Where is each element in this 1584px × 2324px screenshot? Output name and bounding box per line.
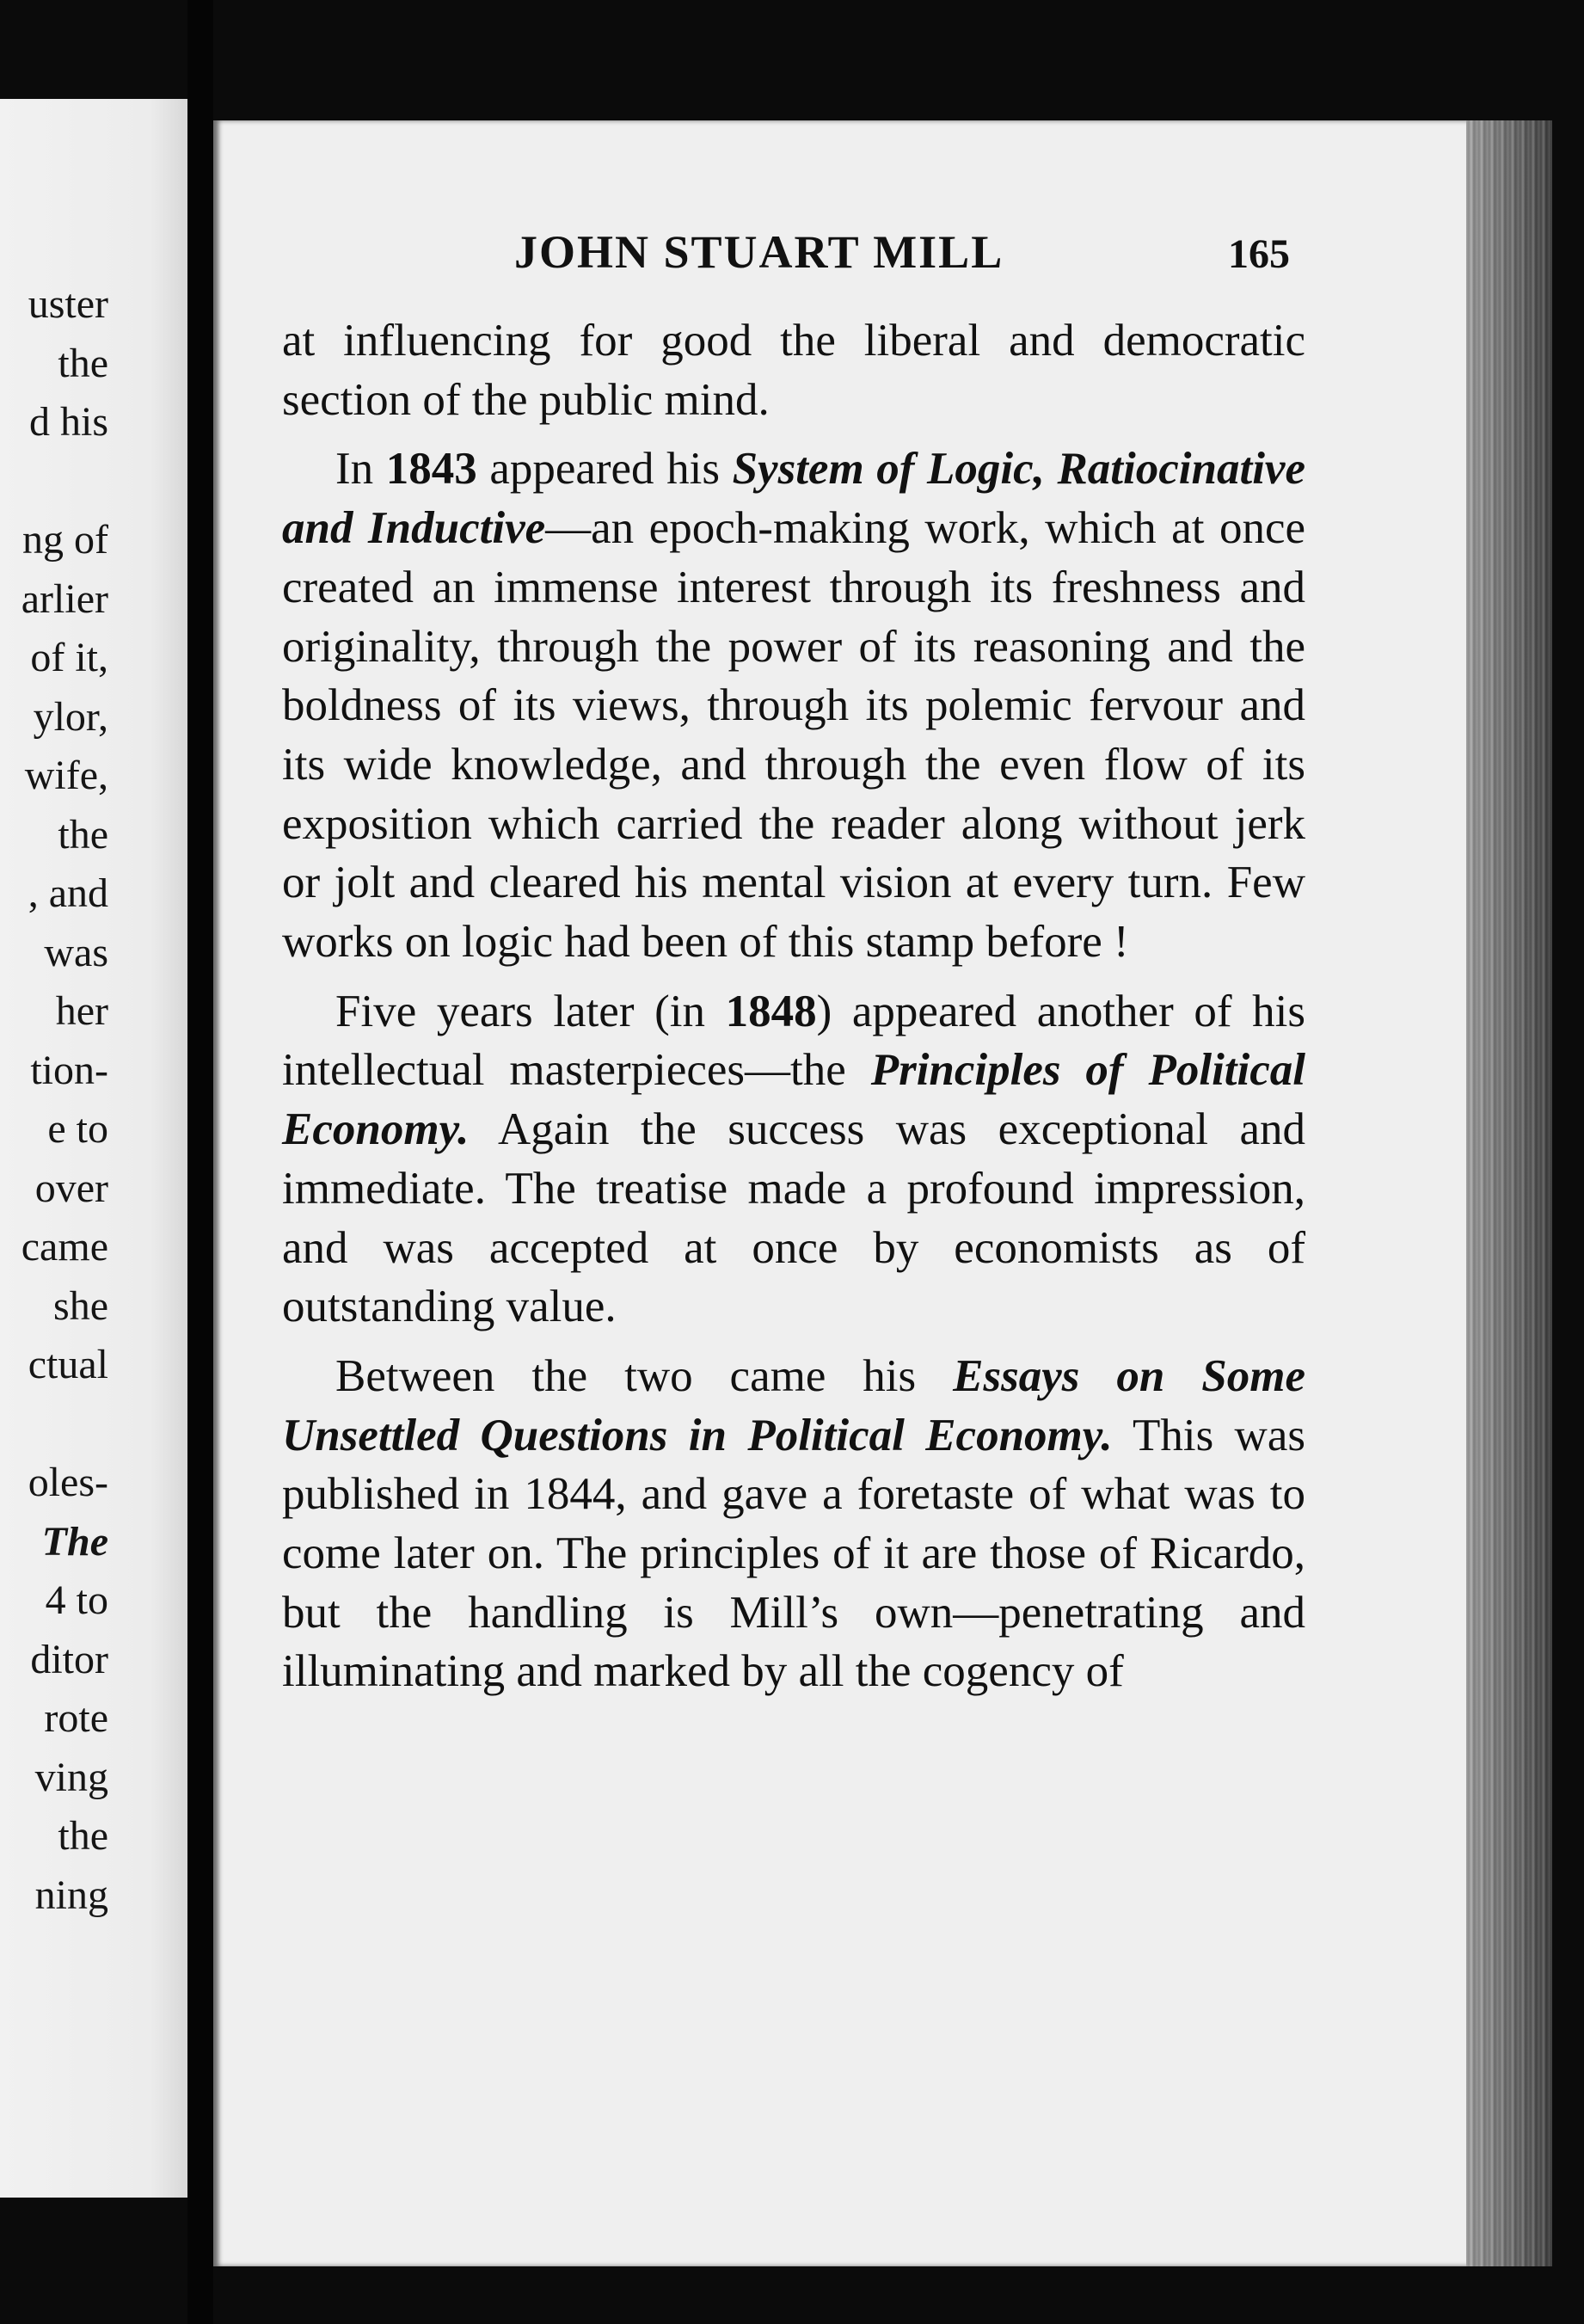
paragraph-text: appeared his [476, 444, 733, 495]
book-title: Essays on Some Unsettled Questions in Political Economy. [282, 1350, 1305, 1460]
paragraph-essays [282, 1347, 1305, 1701]
left-fragment: ditor [30, 1636, 108, 1682]
left-fragment: uster [28, 281, 108, 327]
page-body [282, 311, 1305, 1701]
left-fragment: The [41, 1518, 108, 1565]
running-head [0, 225, 1584, 286]
left-fragment: the [58, 811, 108, 858]
paragraph-text: at influencing for good the liberal and democratic section of the public mind. [282, 316, 1305, 425]
left-fragment: she [53, 1282, 108, 1329]
left-fragment: ng of [22, 517, 108, 563]
left-fragment: over [34, 1165, 108, 1211]
paragraph-text: —an epoch-making work, which at once created an immense interest through its freshness and originality, through the power of its reasoning and the boldness of its views, through its polemic fervour and its wide knowledge, and through the even flow of its exposition which carried the reader along without jerk or jolt and cleared his mental vision at every turn. Few works on logic had been of this stamp before ! [282, 503, 1305, 968]
left-fragment: her [55, 988, 108, 1034]
left-fragment: of it, [30, 635, 108, 680]
page-block-edges [1466, 120, 1552, 2266]
paragraph-logic [282, 440, 1305, 971]
page-number: 165 [1228, 231, 1290, 277]
left-fragment: ving [34, 1754, 108, 1800]
left-fragment: , and [28, 870, 108, 916]
book-title: Principles of Political Economy. [282, 1045, 1306, 1155]
left-fragment: the [58, 1813, 108, 1859]
paragraph-text: Five years later (in [335, 986, 726, 1036]
left-fragment: ylor, [33, 693, 108, 740]
paragraph-political-economy [282, 982, 1305, 1337]
left-fragment: oles- [28, 1460, 108, 1505]
left-fragment: e to [47, 1106, 108, 1152]
left-fragment-gap [0, 452, 108, 512]
left-fragment: ctual [28, 1342, 108, 1387]
paragraph-text: ) appeared another of his intellectual masterpieces—the [282, 986, 1305, 1096]
paragraph-text: Between the two came his [335, 1350, 954, 1401]
left-fragment: 4 to [45, 1577, 108, 1623]
left-fragment: came [21, 1224, 108, 1270]
left-facing-page [0, 99, 187, 2198]
paragraph-text: This was published in 1844, and gave a foretaste of what was to come later on. The principles of it are those of Ricardo, but the handling is Mill’s own—penetrating and illuminating and marked by all the cogency of [282, 1410, 1305, 1697]
left-fragment: arlier [21, 575, 108, 622]
year: 1848 [725, 986, 817, 1036]
left-fragment: rote [44, 1695, 108, 1741]
year: 1843 [385, 444, 477, 495]
book-gutter [187, 0, 213, 2324]
book-title: System of Logic, Ratiocinative and Inductive [282, 444, 1305, 554]
left-fragment: the [58, 340, 108, 386]
running-head-title: JOHN STUART MILL [514, 226, 1004, 278]
paragraph-text: In [335, 444, 386, 495]
paragraph-text: Again the success was exceptional and immediate. The treatise made a profound impression, and was accepted at once by economists as of outstanding value. [282, 1104, 1305, 1332]
left-page-text-fragments [0, 275, 108, 1925]
left-fragment: tion- [30, 1047, 108, 1093]
left-fragment: was [44, 929, 108, 975]
paragraph-continuation [282, 311, 1305, 429]
left-fragment-gap [0, 1395, 108, 1454]
left-fragment: wife, [24, 753, 108, 798]
left-fragment: d his [28, 399, 108, 445]
left-fragment: ning [34, 1872, 108, 1918]
